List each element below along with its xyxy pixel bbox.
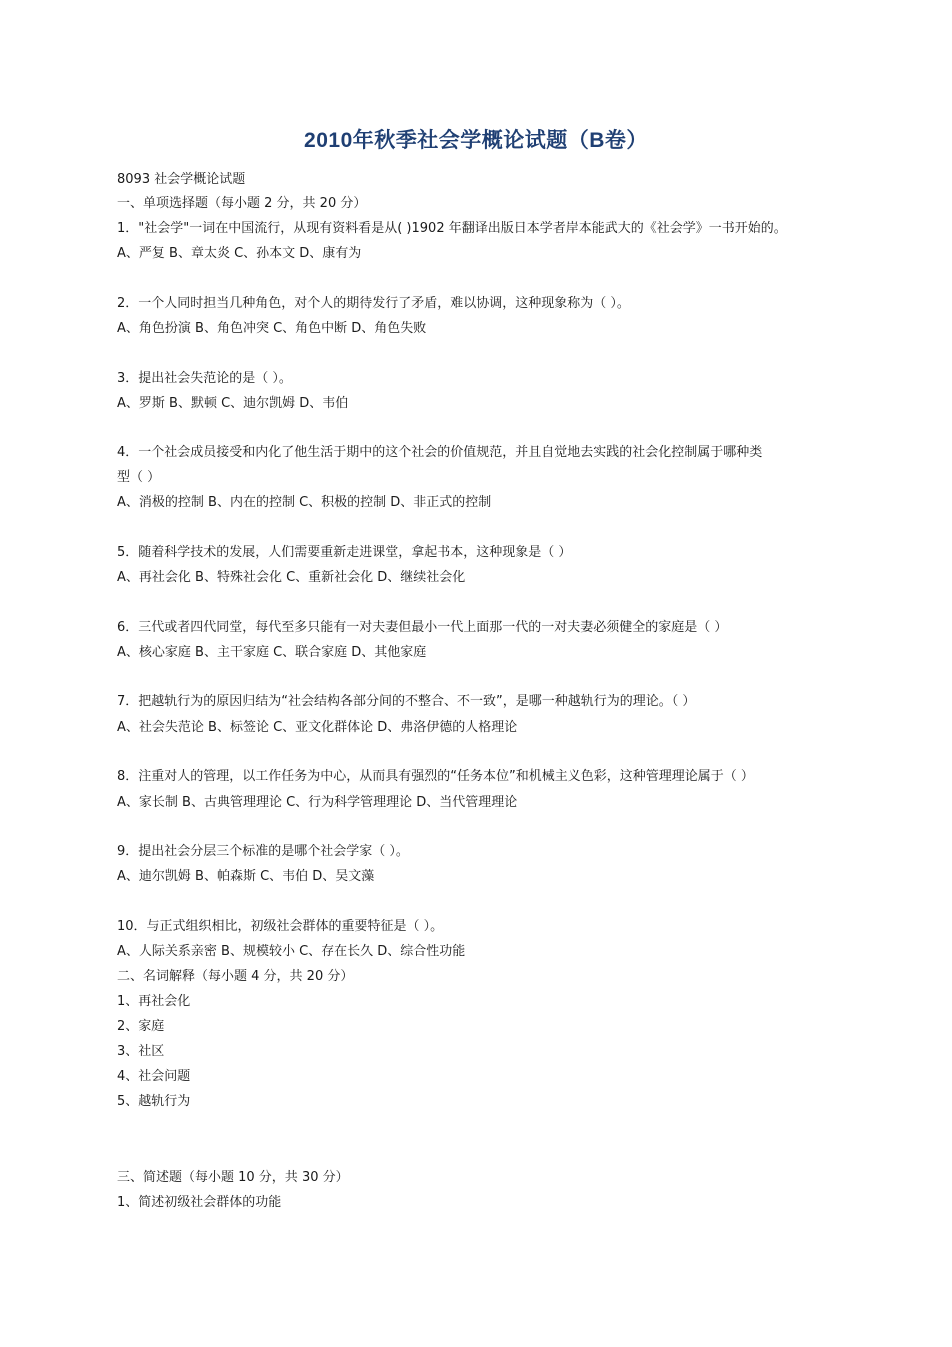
course-code-line: 8093 社会学概论试题 (117, 172, 246, 187)
question-7-stem: 7．把越轨行为的原因归结为“社会结构各部分间的不整合、不一致”，是哪一种越轨行为的理论。（ ） (117, 694, 696, 709)
question-9-options: A、迪尔凯姆 B、帕森斯 C、韦伯 D、吴文藻 (117, 869, 375, 884)
question-5-stem: 5．随着科学技术的发展，人们需要重新走进课堂，拿起书本，这种现象是（ ） (117, 545, 572, 560)
question-3-options: A、罗斯 B、默顿 C、迪尔凯姆 D、韦伯 (117, 396, 349, 411)
question-8-options: A、家长制 B、古典管理理论 C、行为科学管理理论 D、当代管理理论 (117, 795, 518, 810)
question-8-stem: 8．注重对人的管理，以工作任务为中心，从而具有强烈的“任务本位”和机械主义色彩，这种管理理论属于（ ） (117, 769, 754, 784)
term-3: 3、社区 (117, 1044, 165, 1059)
term-1: 1、再社会化 (117, 994, 191, 1009)
question-10-options: A、人际关系亲密 B、规模较小 C、存在长久 D、综合性功能 (117, 944, 466, 959)
question-3-stem: 3．提出社会失范论的是（ ）。 (117, 371, 292, 386)
document-title: 2010年秋季社会学概论试题（B卷） (304, 129, 648, 152)
question-2-stem: 2．一个人同时担当几种角色，对个人的期待发行了矛盾，难以协调，这种现象称为（ ）。 (117, 296, 630, 311)
question-6-stem: 6．三代或者四代同堂，每代至多只能有一对夫妻但最小一代上面那一代的一对夫妻必须健全的家庭是（ ） (117, 620, 728, 635)
question-10-stem: 10．与正式组织相比，初级社会群体的重要特征是（ ）。 (117, 919, 444, 934)
section-3-header: 三、简述题（每小题 10 分，共 30 分） (117, 1170, 349, 1185)
term-4: 4、社会问题 (117, 1069, 191, 1084)
section-2-header: 二、名词解释（每小题 4 分，共 20 分） (117, 969, 354, 984)
section-1-header: 一、单项选择题（每小题 2 分，共 20 分） (117, 196, 367, 211)
question-4-options: A、消极的控制 B、内在的控制 C、积极的控制 D、非正式的控制 (117, 495, 492, 510)
question-6-options: A、核心家庭 B、主干家庭 C、联合家庭 D、其他家庭 (117, 645, 427, 660)
term-5: 5、越轨行为 (117, 1094, 191, 1109)
question-7-options: A、社会失范论 B、标签论 C、亚文化群体论 D、弗洛伊德的人格理论 (117, 720, 518, 735)
question-1-options: A、严复 B、章太炎 C、孙本文 D、康有为 (117, 246, 362, 261)
question-2-options: A、角色扮演 B、角色冲突 C、角色中断 D、角色失败 (117, 321, 427, 336)
question-4-stem: 4．一个社会成员接受和内化了他生活于期中的这个社会的价值规范，并且自觉地去实践的社会化控制属于哪种类 (117, 445, 763, 460)
term-2: 2、家庭 (117, 1019, 165, 1034)
question-1-stem: 1．"社会学"一词在中国流行，从现有资料看是从( )1902 年翻译出版日本学者岸本能武大的《社会学》一书开始的。 (117, 221, 787, 236)
question-9-stem: 9．提出社会分层三个标准的是哪个社会学家（ ）。 (117, 844, 409, 859)
question-4-stem-continued: 型（ ） (117, 470, 161, 485)
short-answer-1: 1、简述初级社会群体的功能 (117, 1195, 282, 1210)
question-5-options: A、再社会化 B、特殊社会化 C、重新社会化 D、继续社会化 (117, 570, 466, 585)
